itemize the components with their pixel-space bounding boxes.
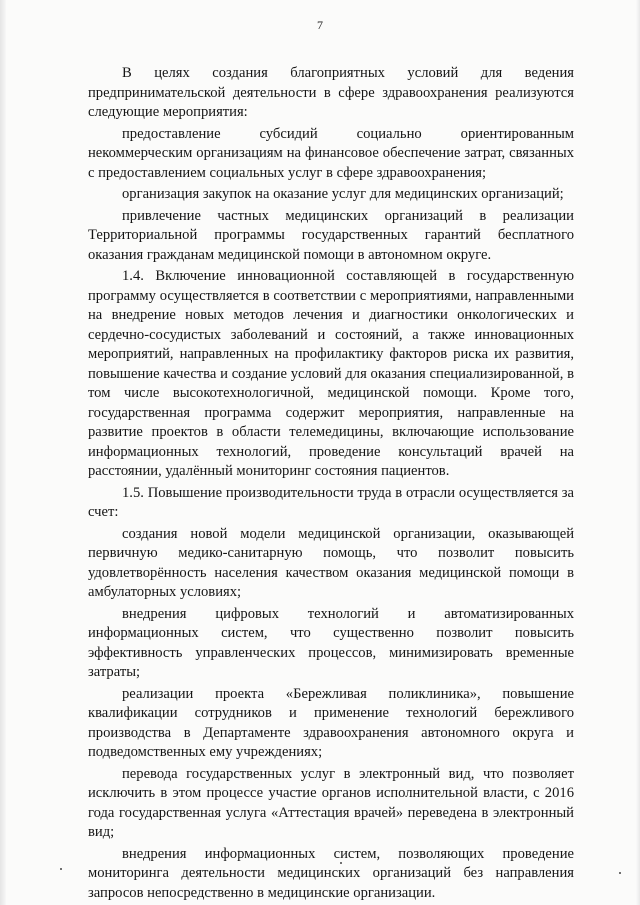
paragraph-section-1-4: 1.4. Включение инновационной составляющей в государственную программу осуществляется в соответствии с мероприятиями, направленными на внедрение новых методов лечения и диагностики онкологических и сердечно-сосудистых заболеваний и состояний, а также инновационных мероприятий, направленных на профилактику факторов риска их развития, повышение качества и создание условий для оказания специализированной, в том числе высокотехнологичной, медицинской помощи. Кроме того, государственная программа содержит мероприятия, направленные на развитие проектов в области телемедицины, включающие использование информационных технологий, проведение консультаций врачей на расстоянии, удалённый мониторинг состояния пациентов. — [88, 268, 574, 479]
page-number: 7 — [317, 18, 323, 32]
scan-edge-left — [0, 0, 6, 905]
document-body — [88, 64, 574, 905]
paragraph-subsidies: предоставление субсидий социально ориентированным некоммерческим организациям на финансовое обеспечение затрат, связанных с предоставлением социальных услуг в сфере здравоохранения; — [88, 125, 574, 181]
paragraph-digital-tech: внедрения цифровых технологий и автоматизированных информационных систем, что существенно позволит повысить эффективность управленческих процессов, минимизировать временные затраты; — [88, 605, 574, 680]
scan-speck — [60, 868, 62, 870]
scan-speck — [619, 872, 621, 874]
scan-speck — [340, 862, 342, 864]
paragraph-procurement: организация закупок на оказание услуг для медицинских организаций; — [122, 186, 564, 202]
scan-edge-right — [636, 0, 640, 905]
paragraph-monitoring-systems: внедрения информационных систем, позволяющих проведение мониторинга деятельности медицинских организаций без направления запросов непосредственно в медицинские организации. — [88, 845, 574, 901]
paragraph-lean-clinic: реализации проекта «Бережливая поликлиника», повышение квалификации сотрудников и применение технологий бережливого производства в Департаменте здравоохранения автономного округа и подведомственных ему учреждениях; — [88, 685, 574, 760]
paragraph-new-model: создания новой модели медицинской организации, оказывающей первичную медико-санитарную помощь, что позволит повысить удовлетворённость населения качеством оказания медицинской помощи в амбулаторных условиях; — [88, 525, 574, 600]
paragraph-intro: В целях создания благоприятных условий для ведения предпринимательской деятельности в сфере здравоохранения реализуются следующие мероприятия: — [88, 65, 574, 120]
paragraph-private-organizations: привлечение частных медицинских организаций в реализации Территориальной программы государственных гарантий бесплатного оказания гражданам медицинской помощи в автономном округе. — [88, 207, 574, 263]
paragraph-electronic-services: перевода государственных услуг в электронный вид, что позволяет исключить в этом процессе участие органов исполнительной власти, с 2016 года государственная услуга «Аттестация врачей» переведена в электронный вид; — [88, 765, 574, 840]
paragraph-section-1-5: 1.5. Повышение производительности труда в отрасли осуществляется за счет: — [88, 484, 574, 520]
